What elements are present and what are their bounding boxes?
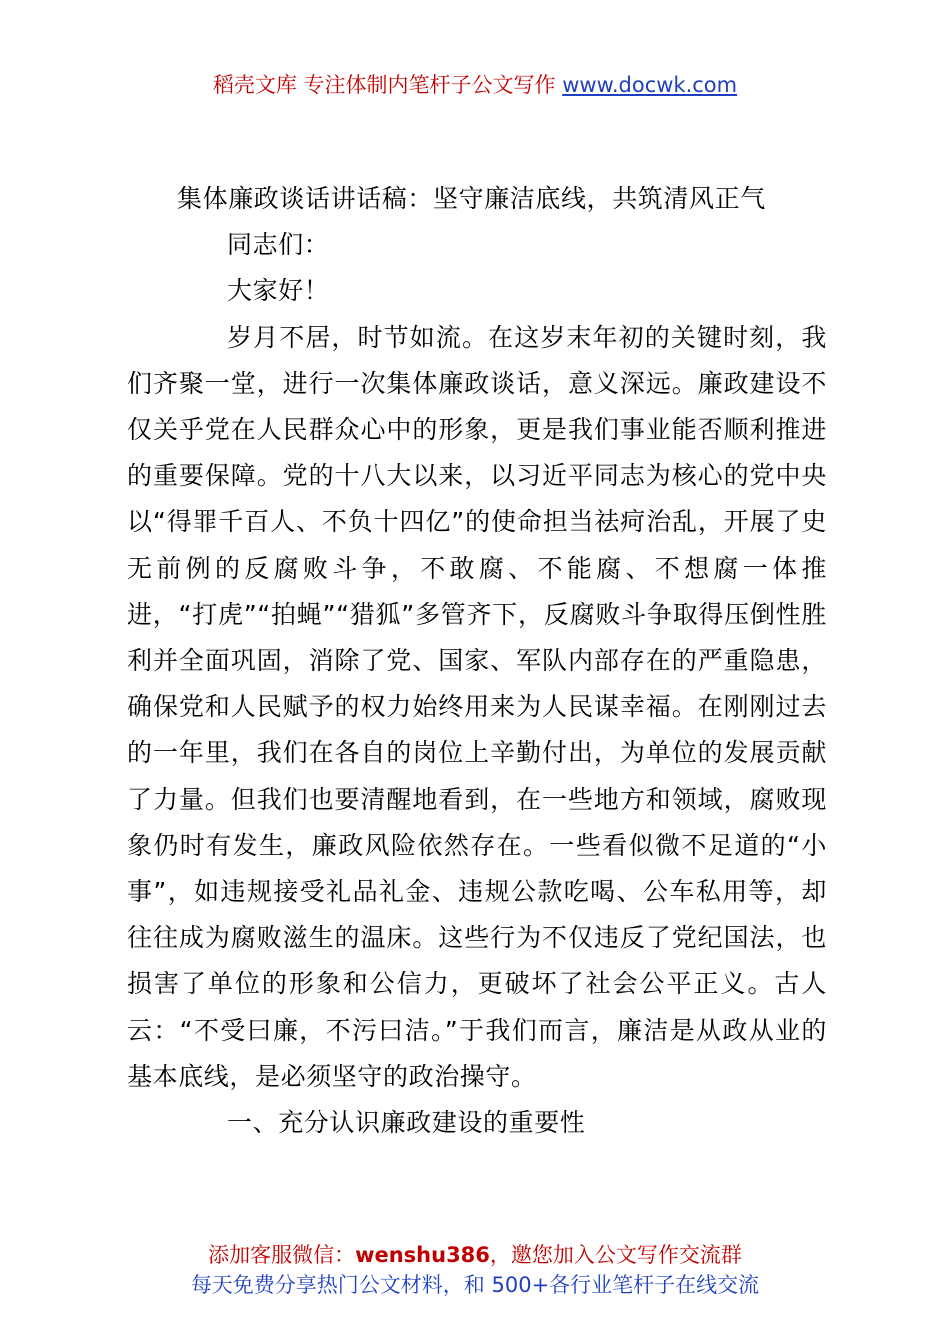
wechat-id: wenshu386 <box>355 1243 490 1267</box>
section-heading: 一、充分认识廉政建设的重要性 <box>227 1108 586 1138</box>
footer-wechat-suffix: ，邀您加入公文写作交流群 <box>489 1243 742 1267</box>
header-url-link[interactable]: www.docwk.com <box>562 73 738 97</box>
page-header <box>0 70 950 100</box>
document-title: 集体廉政谈话讲话稿：坚守廉洁底线，共筑清风正气 <box>177 184 766 213</box>
body-paragraph: 岁月不居，时节如流。在这岁末年初的关键时刻，我们齐聚一堂，进行一次集体廉政谈话，意义深远。廉政建设不仅关乎党在人民群众心中的形象，更是我们事业能否顺利推进的重要保障。党的十八大以来，以习近平同志为核心的党中央以“得罪千百人、不负十四亿”的使命担当祛疴治乱，开展了史无前例的反腐败斗争，不敢腐、不能腐、不想腐一体推进，“打虎”“拍蝇”“猎狐”多管齐下，反腐败斗争取得压倒性胜利并全面巩固，消除了党、国家、军队内部存在的严重隐患，确保党和人民赋予的权力始终用来为人民谋幸福。在刚刚过去的一年里，我们在各自的岗位上辛勤付出，为单位的发展贡献了力量。但我们也要清醒地看到，在一些地方和领域，腐败现象仍时有发生，廉政风险依然存在。一些看似微不足道的“小事”，如违规接受礼品礼金、违规公款吃喝、公车私用等，却往往成为腐败滋生的温床。这些行为不仅违反了党纪国法，也损害了单位的形象和公信力，更破坏了社会公平正义。古人云：“不受曰廉，不污曰洁。”于我们而言，廉洁是从政从业的基本底线，是必须坚守的政治操守。 <box>127 322 827 1091</box>
footer-wechat-line <box>0 1240 950 1270</box>
footer-share-line: 每天免费分享热门公文材料，和 500+各行业笔杆子在线交流 <box>190 1273 760 1297</box>
document-body <box>127 176 827 1146</box>
greeting: 大家好！ <box>227 276 330 306</box>
header-brand: 稻壳文库 专注体制内笔杆子公文写作 <box>212 73 556 97</box>
page-footer <box>0 1240 950 1300</box>
salutation: 同志们： <box>227 230 330 260</box>
footer-wechat-prefix: 添加客服微信： <box>208 1243 356 1267</box>
